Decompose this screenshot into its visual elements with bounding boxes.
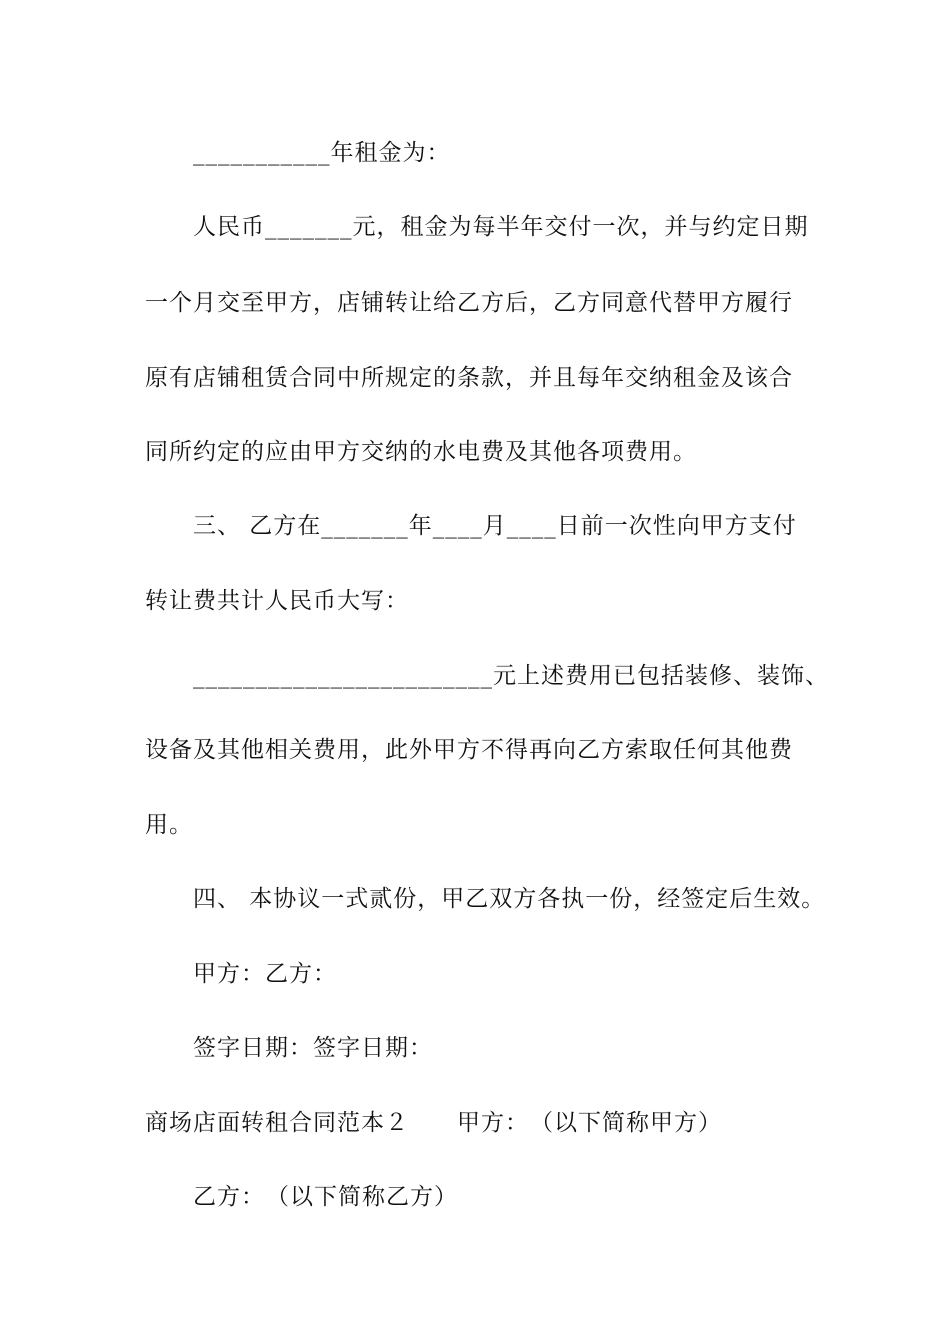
paragraph-rent-line-2: 一个月交至甲方，店铺转让给乙方后，乙方同意代替甲方履行: [145, 290, 793, 316]
party-signature-labels: 甲方：乙方：: [193, 961, 337, 987]
signature-date-labels: 签字日期：签字日期：: [193, 1035, 433, 1061]
clause-three-line-3: ________________________元上述费用已包括装修、装饰、: [193, 663, 829, 689]
clause-three-line-1: 三、 乙方在_______年____月____日前一次性向甲方支付: [193, 513, 797, 539]
paragraph-annual-rent: ___________年租金为：: [193, 140, 451, 166]
party-b-designation: 乙方： （以下简称乙方）: [193, 1184, 458, 1210]
contract-template-heading: 商场店面转租合同范本２ 甲方： （以下简称甲方）: [145, 1110, 722, 1136]
clause-three-line-2: 转让费共计人民币大写：: [145, 588, 409, 614]
clause-three-line-5: 用。: [145, 812, 193, 838]
clause-three-line-4: 设备及其他相关费用，此外甲方不得再向乙方索取任何其他费: [145, 737, 793, 763]
paragraph-rent-line-1: 人民币_______元，租金为每半年交付一次，并与约定日期: [193, 214, 809, 240]
clause-four: 四、 本协议一式贰份，甲乙双方各执一份，经签定后生效。: [193, 886, 826, 912]
paragraph-rent-line-4: 同所约定的应由甲方交纳的水电费及其他各项费用。: [145, 439, 697, 465]
paragraph-rent-line-3: 原有店铺租赁合同中所规定的条款，并且每年交纳租金及该合: [145, 365, 793, 391]
